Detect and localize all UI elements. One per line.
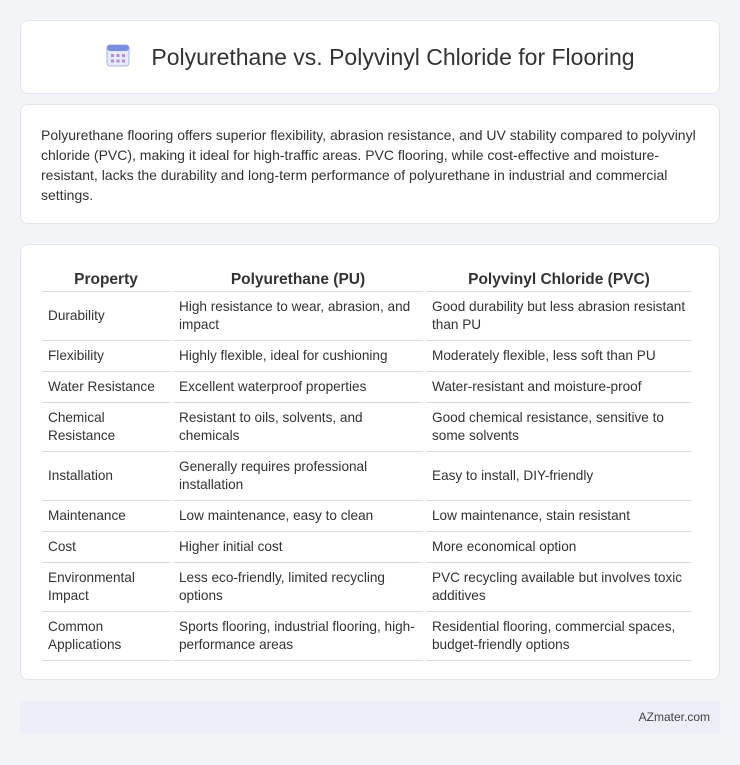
pu-cell: Low maintenance, easy to clean: [173, 501, 423, 532]
pvc-cell: Residential flooring, commercial spaces, budget-friendly options: [426, 612, 692, 661]
property-cell: Durability: [42, 292, 170, 341]
comparison-table-card: [20, 244, 720, 680]
property-cell: Maintenance: [42, 501, 170, 532]
pvc-cell: Water-resistant and moisture-proof: [426, 372, 692, 403]
pu-cell: Generally requires professional installation: [173, 452, 423, 501]
table-header-row: [42, 265, 692, 292]
table-row: [42, 532, 692, 563]
footer-brand[interactable]: AZmater.com: [638, 710, 710, 724]
pu-cell: Higher initial cost: [173, 532, 423, 563]
table-row: [42, 292, 692, 341]
property-cell: Common Applications: [42, 612, 170, 661]
property-cell: Environmental Impact: [42, 563, 170, 612]
pvc-cell: Good durability but less abrasion resistant than PU: [426, 292, 692, 341]
comparison-table: [39, 265, 695, 661]
table-row: [42, 341, 692, 372]
header-property: Property: [42, 265, 170, 292]
table-row: [42, 612, 692, 661]
property-cell: Water Resistance: [42, 372, 170, 403]
property-cell: Cost: [42, 532, 170, 563]
pvc-cell: Good chemical resistance, sensitive to some solvents: [426, 403, 692, 452]
page-title: Polyurethane vs. Polyvinyl Chloride for Flooring: [151, 43, 635, 70]
pu-cell: Excellent waterproof properties: [173, 372, 423, 403]
intro-card: [20, 104, 720, 224]
header-polyurethane: Polyurethane (PU): [173, 265, 423, 292]
property-cell: Chemical Resistance: [42, 403, 170, 452]
table-row: [42, 372, 692, 403]
pu-cell: Less eco-friendly, limited recycling options: [173, 563, 423, 612]
header-pvc: Polyvinyl Chloride (PVC): [426, 265, 692, 292]
calendar-grid-icon: [105, 42, 131, 73]
table-row: [42, 563, 692, 612]
table-row: [42, 403, 692, 452]
pu-cell: Sports flooring, industrial flooring, high-performance areas: [173, 612, 423, 661]
property-cell: Installation: [42, 452, 170, 501]
pvc-cell: More economical option: [426, 532, 692, 563]
pu-cell: Resistant to oils, solvents, and chemicals: [173, 403, 423, 452]
pvc-cell: Easy to install, DIY-friendly: [426, 452, 692, 501]
pvc-cell: PVC recycling available but involves toxic additives: [426, 563, 692, 612]
table-row: [42, 501, 692, 532]
property-cell: Flexibility: [42, 341, 170, 372]
pvc-cell: Moderately flexible, less soft than PU: [426, 341, 692, 372]
header-card: [20, 20, 720, 94]
intro-text: Polyurethane flooring offers superior flexibility, abrasion resistance, and UV stability compared to polyvinyl chloride (PVC), making it ideal for high-traffic areas. PVC flooring, while cost-effective and moisture-resistant, lacks the durability and long-term performance of polyurethane in industrial and commercial settings.: [41, 127, 696, 203]
pvc-cell: Low maintenance, stain resistant: [426, 501, 692, 532]
table-row: [42, 452, 692, 501]
pu-cell: High resistance to wear, abrasion, and impact: [173, 292, 423, 341]
pu-cell: Highly flexible, ideal for cushioning: [173, 341, 423, 372]
footer-bar: [20, 701, 720, 734]
